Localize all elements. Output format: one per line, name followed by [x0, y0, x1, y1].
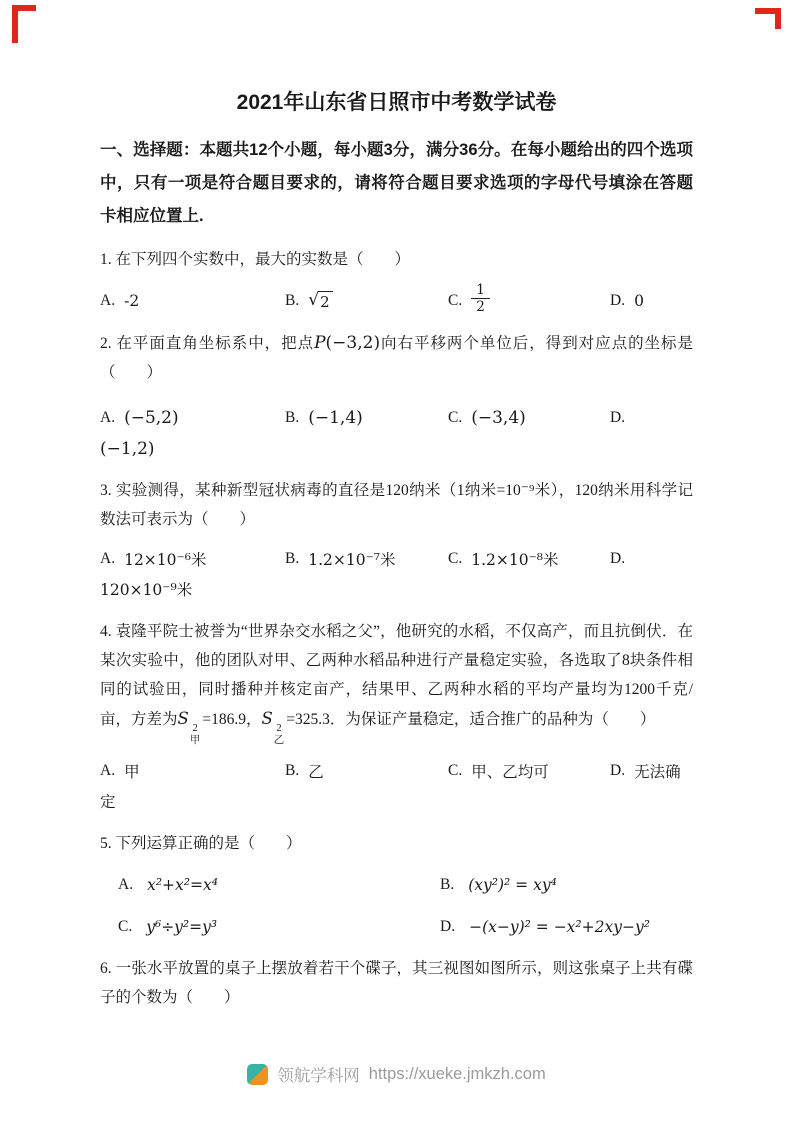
q2-option-d-label: D. [610, 409, 626, 427]
q5-option-a [118, 876, 440, 894]
q4-stem [100, 617, 693, 746]
q4-option-d [610, 760, 693, 782]
q4-variance-yi-symbol: S [261, 709, 273, 729]
q4-variance-jia-sub: 甲 [189, 734, 201, 746]
radical-icon: √ [308, 289, 320, 310]
q5-option-a-label: A. [118, 876, 134, 894]
xueke-logo-icon [247, 1064, 268, 1085]
q3-option-d [610, 550, 693, 568]
q3-stem: 3. 实验测得，某种新型冠状病毒的直径是120纳米（1纳米=10⁻⁹米），120纳米用科学记数法可表示为（ ） [100, 482, 693, 529]
q4-option-b-label: B. [285, 762, 300, 780]
q5-option-b [440, 876, 693, 894]
q4-variance-jia-symbol: S [177, 709, 189, 729]
q5-option-d-label: D. [440, 918, 456, 936]
q3-option-d-label: D. [610, 550, 626, 568]
q2-point-coords: (−3,2) [325, 333, 381, 354]
q2-option-b-value: (−1,4) [308, 408, 363, 429]
q1-options [100, 284, 693, 317]
q2-stem-post: 向右平移两个单位后，得到对应点的坐标是（ ） [100, 335, 693, 382]
q1-option-c-numerator: 1 [476, 282, 485, 298]
q4-option-c [448, 760, 610, 782]
q3-options [100, 544, 693, 574]
fraction [471, 282, 490, 315]
q1-option-d-label: D. [610, 291, 626, 309]
q1-option-c-label: C. [448, 291, 463, 309]
q5-stem: 5. 下列运算正确的是（ ） [100, 835, 302, 853]
q5-option-b-value: (xy²)² = xy⁴ [468, 876, 557, 895]
q3-option-a-label: A. [100, 550, 116, 568]
q2-option-a-value: (−5,2) [124, 408, 179, 429]
q5-options-row2 [100, 912, 693, 942]
q4-options [100, 756, 693, 786]
q5-option-b-label: B. [440, 876, 455, 894]
q5-option-a-value: x²+x²=x⁴ [147, 876, 218, 895]
q3-option-a [100, 548, 285, 570]
q2-option-a-label: A. [100, 409, 116, 427]
q4-option-d-continuation: 定 [100, 794, 116, 812]
q2-point-variable: P [314, 333, 326, 354]
q5-option-c-label: C. [118, 918, 133, 936]
red-corner-mark-right [755, 8, 781, 29]
q4-option-a-label: A. [100, 762, 116, 780]
q4-variance-yi-sup: 2 [276, 723, 282, 735]
q2-stem-pre: 2. 在平面直角坐标系中，把点 [100, 335, 315, 353]
q5-option-d-value: −(x−y)² = −x²+2xy−y² [469, 918, 650, 937]
q2-option-c-value: (−3,4) [471, 408, 526, 429]
q4-option-d-label: D. [610, 762, 626, 780]
q3-option-b-value: 1.2×10⁻⁷米 [308, 551, 396, 570]
page-title: 2021年山东省日照市中考数学试卷 [236, 91, 557, 114]
red-corner-mark-left [12, 5, 36, 43]
q4-option-a-value: 甲 [124, 764, 140, 782]
q5-option-c-value: y⁶÷y²=y³ [146, 918, 218, 937]
q4-variance-yi-value: =325.3．为保证产量稳定，适合推广的品种为（ ） [286, 711, 656, 729]
q2-option-a [100, 408, 285, 428]
q2-option-c-label: C. [448, 409, 463, 427]
q3-option-a-value: 12×10⁻⁶米 [124, 551, 207, 570]
q4-option-b-value: 乙 [308, 764, 324, 782]
q6-stem: 6. 一张水平放置的桌子上摆放着若干个碟子，其三视图如图所示，则这张桌子上共有碟子的个数为（ ） [100, 960, 693, 1007]
q4-option-a [100, 760, 285, 782]
q4-stem-text: 4. 袁隆平院士被誉为“世界杂交水稻之父”，他研究的水稻，不仅高产，而且抗倒伏．在某次实验中，他的团队对甲、乙两种水稻品种进行产量稳定实验，各选取了8块条件相同的试验田，同时播种并核定亩产，结果甲、乙两种水稻的平均产量均为1200千克/亩，方差为 [100, 623, 693, 729]
q2-option-b [285, 408, 448, 428]
sqrt-expression [308, 291, 332, 311]
q1-stem: 1. 在下列四个实数中，最大的实数是（ ） [100, 251, 411, 268]
q3-option-b-label: B. [285, 550, 300, 568]
q1-option-c-denominator: 2 [471, 298, 490, 315]
q2-option-c [448, 408, 610, 428]
q1-option-c [448, 284, 610, 317]
q3-option-b [285, 548, 448, 570]
q4-variance-jia-sup: 2 [192, 723, 198, 735]
q5-options-row1 [100, 870, 693, 900]
q3-option-c-value: 1.2×10⁻⁸米 [471, 551, 559, 570]
q4-variance-jia-value: =186.9， [202, 711, 262, 729]
q1-option-b [285, 291, 448, 311]
q1-option-b-radicand: 2 [318, 291, 333, 311]
q1-option-a-label: A. [100, 291, 116, 309]
q4-variance-yi-scripts [274, 723, 285, 746]
q2-option-d-value: (−1,2) [100, 439, 155, 460]
q5-option-d [440, 918, 693, 936]
q4-variance-jia-scripts [190, 723, 201, 746]
q1-option-a-value: -2 [124, 291, 140, 310]
q2-options [100, 403, 693, 433]
footer-watermark [0, 1062, 793, 1086]
footer-site-name: 领航学科网 [277, 1067, 360, 1085]
section-heading: 一、选择题：本题共12个小题，每小题3分，满分36分。在每小题给出的四个选项中，只有一项是符合题目要求的，请将符合题目要求选项的字母代号填涂在答题卡相应位置上. [100, 141, 693, 225]
q2-option-d [610, 409, 693, 427]
q1-option-d [610, 292, 693, 310]
q5-option-c [118, 918, 440, 936]
q3-option-c-label: C. [448, 550, 463, 568]
q4-option-c-label: C. [448, 762, 463, 780]
q4-option-b [285, 760, 448, 782]
q1-option-a [100, 292, 285, 310]
q2-stem [100, 329, 693, 387]
q4-variance-yi-sub: 乙 [273, 734, 285, 746]
q3-option-c [448, 548, 610, 570]
q3-option-d-value: 120×10⁻⁹米 [100, 581, 193, 600]
q2-option-b-label: B. [285, 409, 300, 427]
footer-url: https://xueke.jmkzh.com [368, 1064, 546, 1083]
q4-option-c-value: 甲、乙均可 [471, 764, 549, 782]
q1-option-d-value: 0 [634, 291, 644, 310]
q4-option-d-value: 无法确 [634, 764, 681, 782]
q1-option-b-label: B. [285, 291, 300, 309]
